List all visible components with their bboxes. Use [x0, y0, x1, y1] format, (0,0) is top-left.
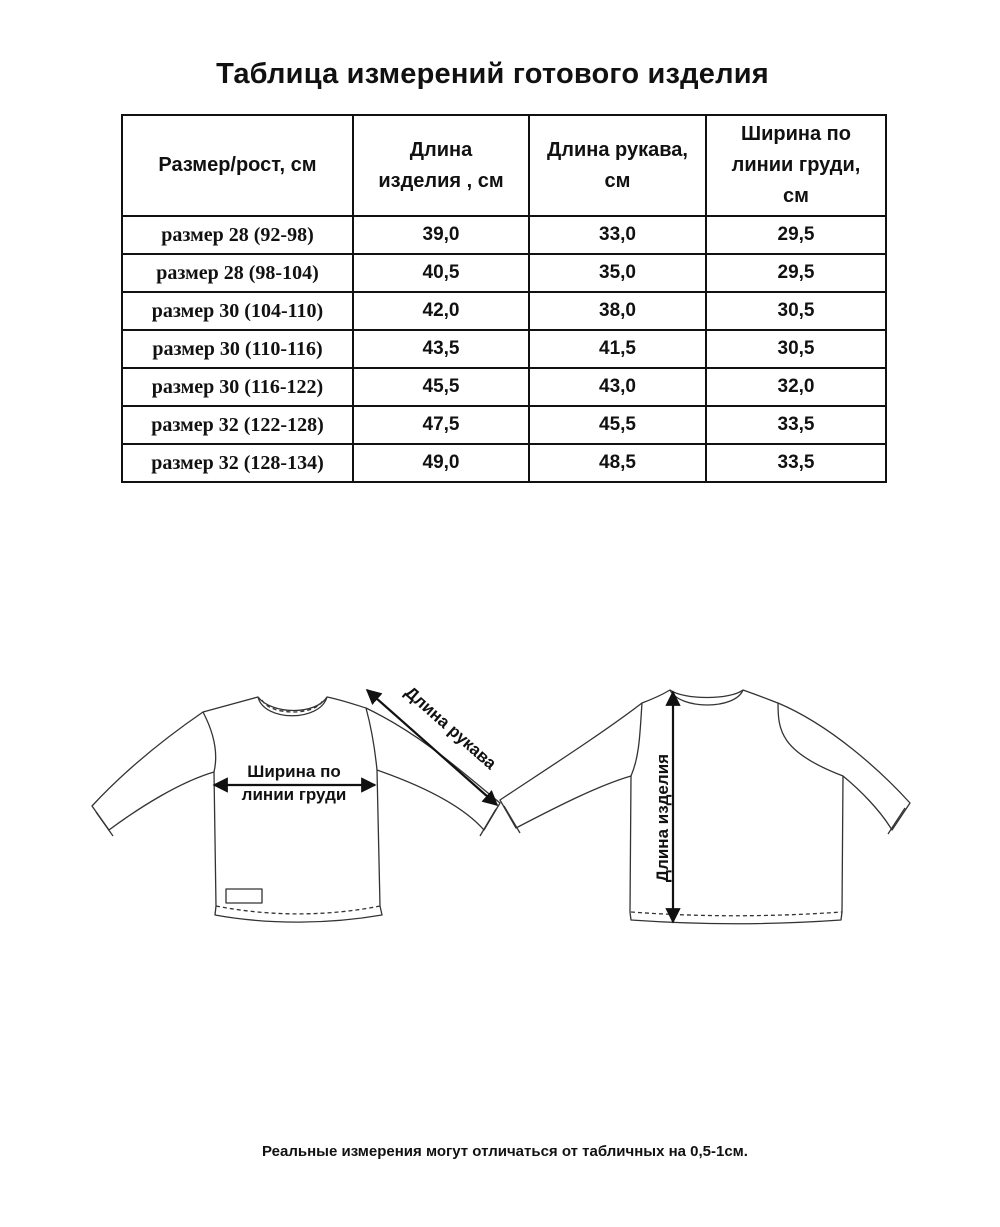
table-row	[122, 444, 886, 482]
header-sleeve-line2: см	[604, 169, 631, 192]
shirt-back-left-cuff	[504, 806, 520, 833]
header-chest-line1: Ширина по	[741, 123, 851, 145]
shirt-front	[92, 697, 500, 922]
footnote: Реальные измерения могут отличаться от табличных на 0,5-1см.	[262, 1143, 748, 1160]
cell-size: размер 32 (128-134)	[122, 444, 353, 482]
cell-chest: 29,5	[706, 216, 886, 254]
table-row	[122, 406, 886, 444]
cell-length: 39,0	[353, 216, 529, 254]
cell-sleeve: 45,5	[529, 406, 706, 444]
shirt-back-left-armhole	[631, 703, 642, 776]
cell-length: 45,5	[353, 368, 529, 406]
cell-size: размер 30 (116-122)	[122, 368, 353, 406]
cell-sleeve: 43,0	[529, 368, 706, 406]
table-row	[122, 254, 886, 292]
shirt-back-right-armhole	[778, 703, 843, 776]
cell-length: 49,0	[353, 444, 529, 482]
shirt-front-hem-stitch	[216, 906, 380, 914]
header-sleeve	[529, 115, 706, 216]
table-header-row	[122, 115, 886, 216]
cell-sleeve: 48,5	[529, 444, 706, 482]
header-size-line: Размер/рост, см	[158, 154, 317, 176]
cell-chest: 33,5	[706, 444, 886, 482]
table-row	[122, 292, 886, 330]
cell-chest: 32,0	[706, 368, 886, 406]
shirt-back-right-cuff	[888, 808, 905, 834]
cell-size: размер 28 (92-98)	[122, 216, 353, 254]
shirt-front-left-cuff	[96, 812, 113, 836]
header-chest-line2: линии груди,	[731, 154, 861, 176]
cell-size: размер 32 (122-128)	[122, 406, 353, 444]
header-length-line1: Длина	[409, 138, 473, 161]
cell-length: 42,0	[353, 292, 529, 330]
cell-length: 47,5	[353, 406, 529, 444]
table-row	[122, 330, 886, 368]
shirt-back	[500, 690, 910, 924]
cell-length: 43,5	[353, 330, 529, 368]
cell-size: размер 30 (110-116)	[122, 330, 353, 368]
header-chest-line3: см	[783, 185, 809, 207]
size-table	[121, 114, 887, 483]
sleeve-length-label: Длина рукава	[401, 682, 501, 774]
garment-diagram	[0, 660, 1000, 940]
shirt-front-label-patch	[226, 889, 262, 903]
header-length	[353, 115, 529, 216]
cell-size: размер 28 (98-104)	[122, 254, 353, 292]
garment-length-label: Длина изделия	[653, 753, 672, 883]
cell-chest: 33,5	[706, 406, 886, 444]
cell-chest: 30,5	[706, 330, 886, 368]
shirt-front-outline	[92, 697, 500, 922]
shirt-front-right-cuff	[480, 809, 496, 836]
chest-label-line1: Ширина по	[247, 762, 341, 781]
cell-chest: 29,5	[706, 254, 886, 292]
cell-sleeve: 38,0	[529, 292, 706, 330]
shirt-front-left-armhole	[203, 712, 216, 772]
table-row	[122, 216, 886, 254]
header-sleeve-line1: Длина рукава,	[547, 138, 688, 161]
shirt-front-right-armhole	[366, 708, 377, 770]
shirt-back-outline	[500, 690, 910, 924]
chest-label-line2: линии груди	[241, 785, 347, 804]
shirt-back-hem-stitch	[631, 912, 842, 916]
cell-sleeve: 35,0	[529, 254, 706, 292]
page-title: Таблица измерений готового изделия	[216, 58, 769, 90]
cell-chest: 30,5	[706, 292, 886, 330]
cell-sleeve: 33,0	[529, 216, 706, 254]
header-length-line2: изделия , см	[378, 169, 504, 192]
cell-sleeve: 41,5	[529, 330, 706, 368]
header-chest	[706, 115, 886, 216]
cell-length: 40,5	[353, 254, 529, 292]
table-row	[122, 368, 886, 406]
cell-size: размер 30 (104-110)	[122, 292, 353, 330]
header-size	[122, 115, 353, 216]
